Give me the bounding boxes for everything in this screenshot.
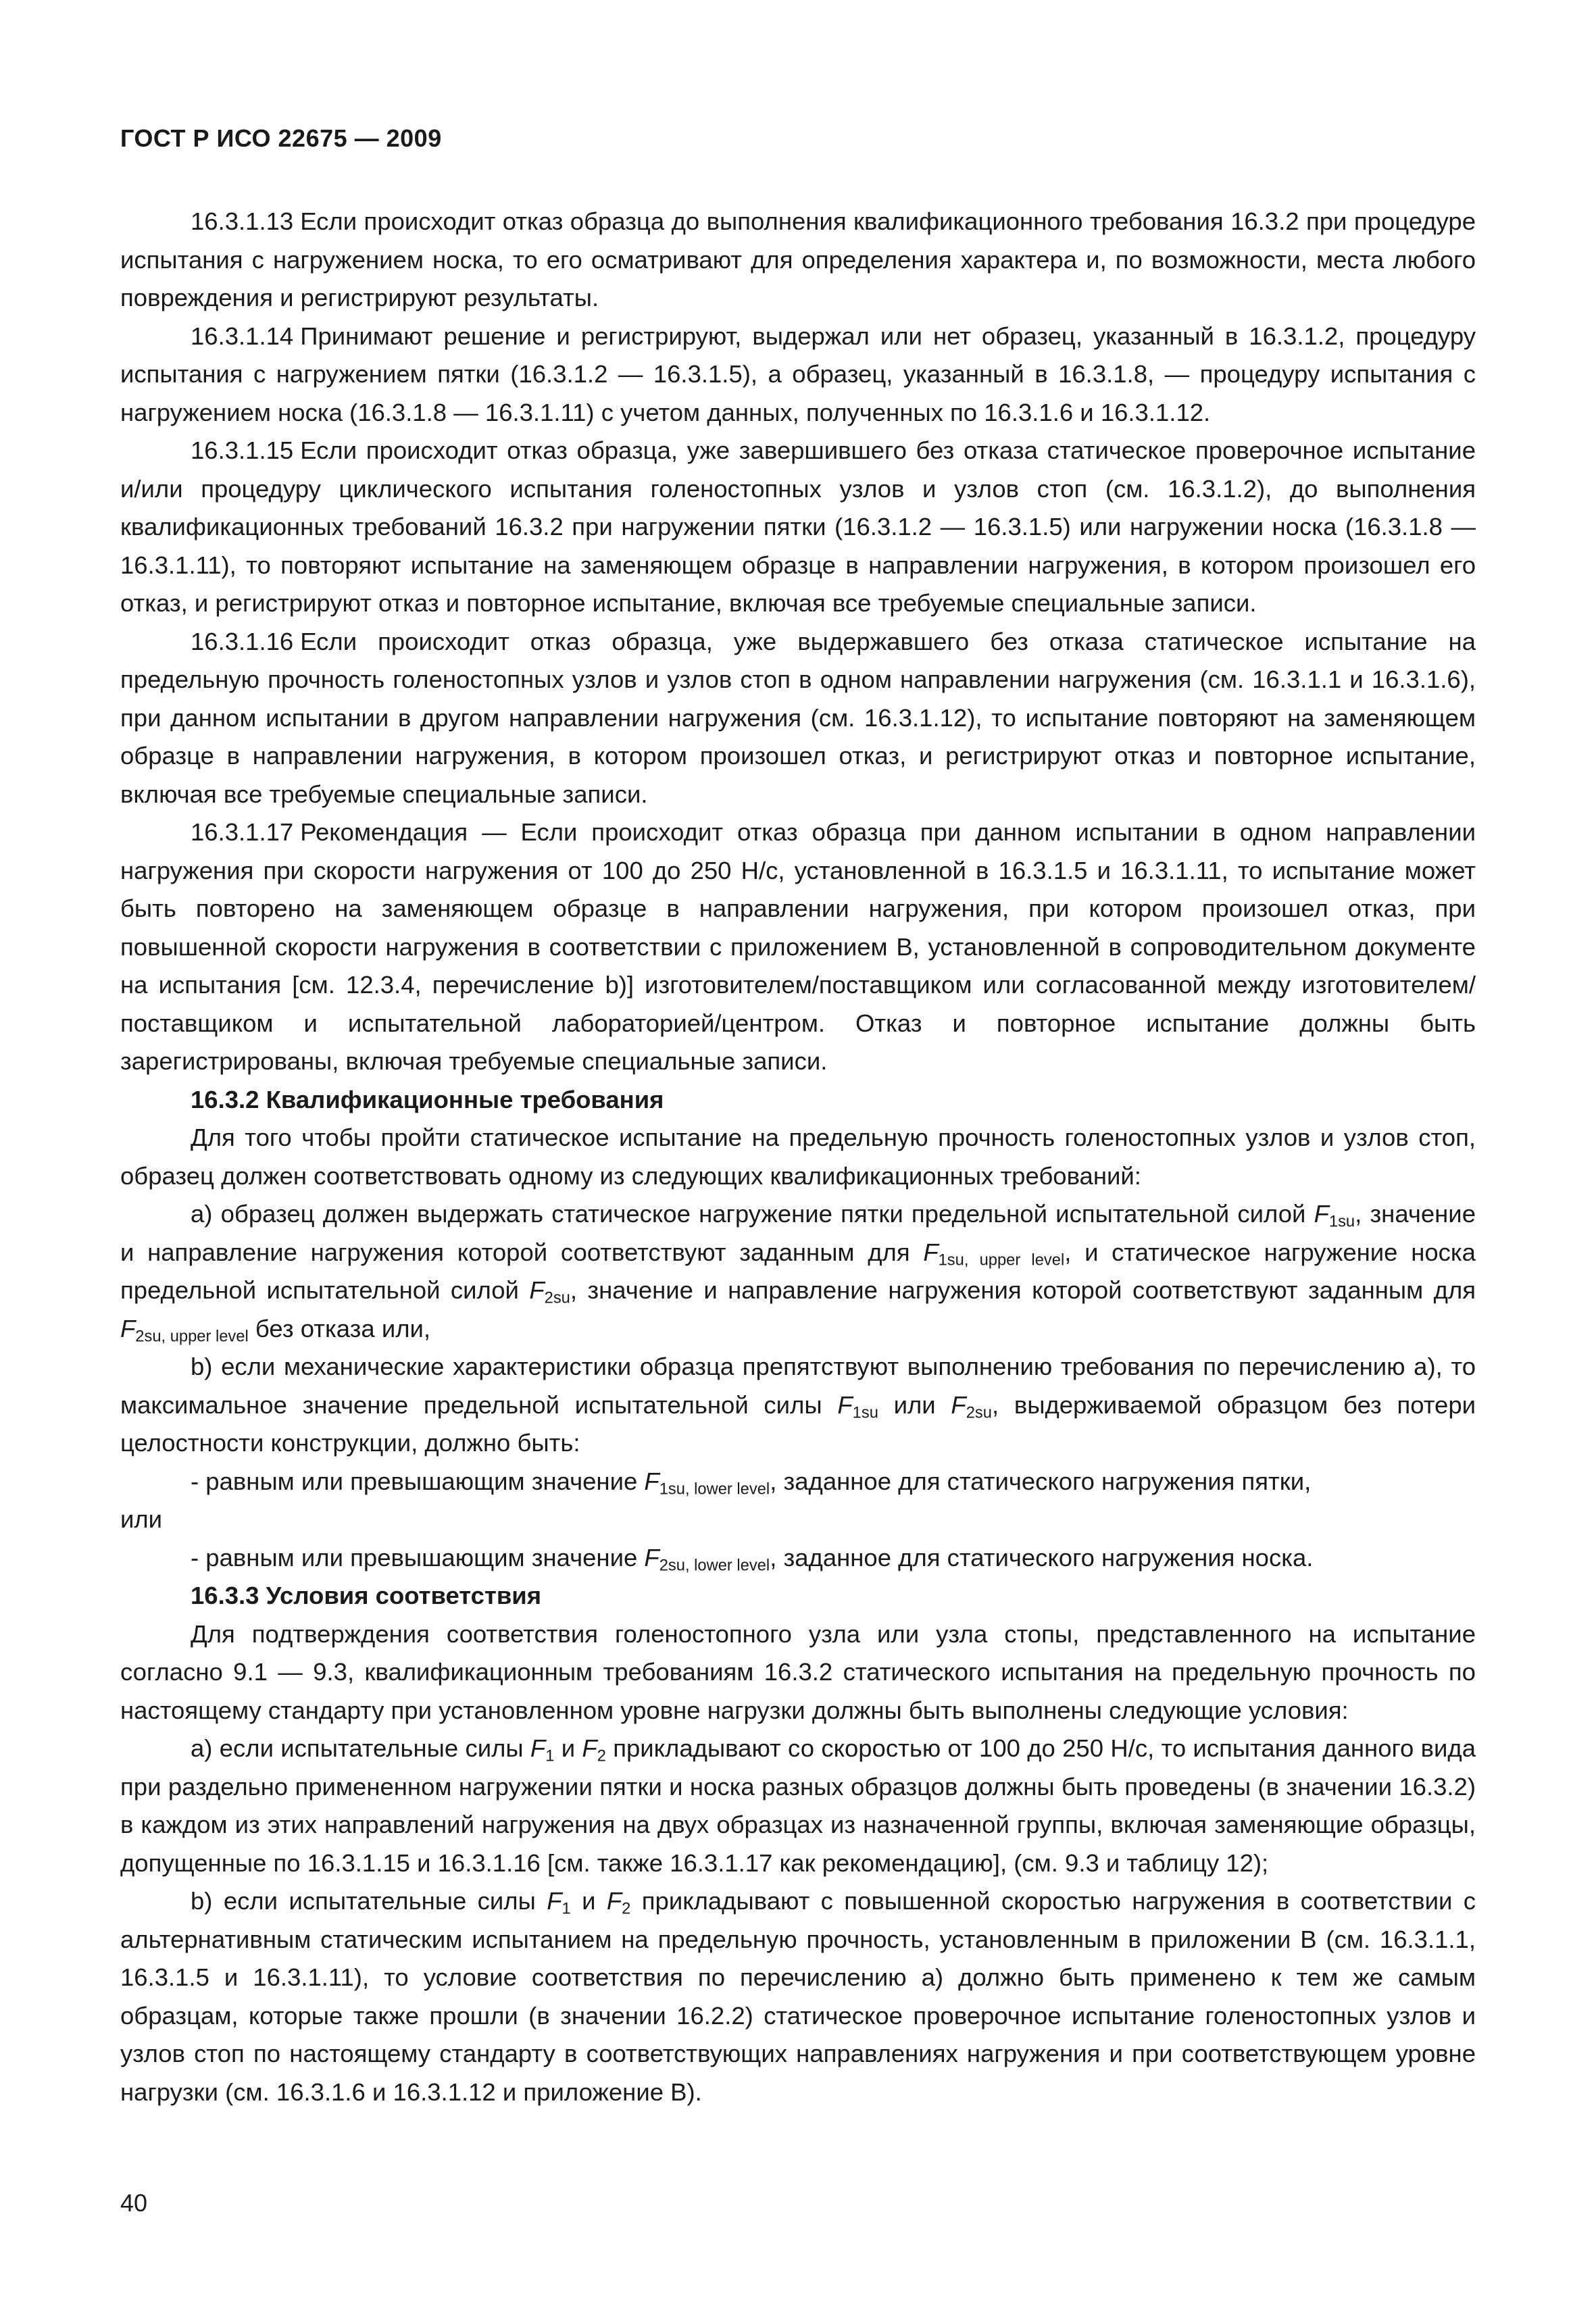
force-subscript: 2	[622, 1900, 631, 1918]
force-symbol: F	[606, 1887, 622, 1915]
force-symbol: F	[547, 1887, 562, 1915]
force-symbol: F	[644, 1467, 659, 1495]
text-run: , заданное для статического нагружения носка.	[770, 1543, 1314, 1571]
force-subscript: 2	[597, 1747, 606, 1765]
clause-text: Если происходит отказ образца, уже выдержавшего без отказа статическое испытание на предельную прочность голеностопных узлов и узлов стоп в одном направлении нагружения (см. 16.3.1.1 и 16.3.1.6), при данном испытании в другом направлении нагружения (см. 16.3.1.12), то испытание повторяют на заменяющем образце в направлении нагружения, в котором произошел отказ, и регистрируют отказ и повторное испытание, включая все требуемые специальные записи.	[120, 627, 1476, 808]
paragraph-16-3-1-15	[120, 432, 1476, 623]
paragraph-16-3-1-14	[120, 318, 1476, 432]
document-header: ГОСТ Р ИСО 22675 — 2009	[120, 124, 442, 152]
text-run: - равным или превышающим значение	[191, 1467, 645, 1495]
force-symbol: F	[644, 1543, 659, 1571]
paragraph-16-3-1-16	[120, 623, 1476, 814]
dash-item-toe	[120, 1539, 1476, 1578]
text-run: или	[878, 1390, 951, 1419]
force-subscript: 2su, lower level	[659, 1557, 770, 1575]
dash-item-heel	[120, 1463, 1476, 1501]
clause-text: Если происходит отказ образца до выполнения квалификационного требования 16.3.2 при процедуре испытания с нагружением носка, то его осматривают для определения характера и, по возможности, места любого повреждения и регистрируют результаты.	[120, 207, 1476, 311]
force-subscript: 1su, upper level	[938, 1251, 1065, 1269]
force-symbol: F	[923, 1238, 939, 1266]
force-subscript: 2su	[544, 1289, 570, 1307]
force-symbol: F	[1314, 1200, 1329, 1228]
paragraph-16-3-1-17	[120, 813, 1476, 1081]
section-heading-16-3-3: 16.3.3 Условия соответствия	[191, 1582, 542, 1609]
force-symbol: F	[530, 1734, 546, 1762]
force-symbol: F	[120, 1314, 136, 1342]
force-symbol: F	[951, 1390, 966, 1419]
paragraph-16-3-1-13	[120, 203, 1476, 318]
text-run: прикладывают с повышенной скоростью нагружения в соответствии с альтернативным статическим испытанием на предельную прочность, установленным в приложении В (см. 16.3.1.1, 16.3.1.5 и 16.3.1.11), то условие соответствия по перечислению а) должно быть применено к тем же самым образцам, которые также прошли (в значении 16.2.2) статическое проверочное испытание голеностопных узлов и узлов стоп по настоящему стандарту в соответствующих направлениях нагружения и при соответствующем уровне нагрузки (см. 16.3.1.6 и 16.3.1.12 и приложение В).	[120, 1887, 1476, 2106]
condition-item-b	[120, 1882, 1476, 2111]
force-subscript: 1su	[1328, 1213, 1355, 1231]
text-run: и	[570, 1887, 607, 1915]
text-run: - равным или превышающим значение	[191, 1543, 645, 1571]
clause-number: 16.3.1.14	[191, 322, 294, 350]
section-heading-16-3-2: 16.3.2 Квалификационные требования	[191, 1085, 664, 1113]
force-subscript: 2su, upper level	[135, 1328, 249, 1346]
clause-text: Принимают решение и регистрируют, выдержал или нет образец, указанный в 16.3.1.2, процедуру испытания с нагружением пятки (16.3.1.2 — 16.3.1.5), а образец, указанный в 16.3.1.8, — процедуру испытания с нагружением носка (16.3.1.8 — 16.3.1.11) с учетом данных, полученных по 16.3.1.6 и 16.3.1.12.	[120, 322, 1476, 426]
text-run: и	[554, 1734, 582, 1762]
section-16-3-2-intro: Для того чтобы пройти статическое испытание на предельную прочность голеностопных узлов и узлов стоп, образец должен соответствовать одному из следующих квалификационных требований:	[120, 1124, 1476, 1190]
clause-text: Рекомендация — Если происходит отказ образца при данном испытании в одном направлении нагружения при скорости нагружения от 100 до 250 Н/с, установленной в 16.3.1.5 и 16.3.1.11, то испытание может быть повторено на заменяющем образце в направлении нагружения, при котором произошел отказ, при повышенной скорости нагружения в соответствии с приложением В, установленной в сопроводительном документе на испытания [см. 12.3.4, перечисление b)] изготовителем/поставщиком или согласованной между изготовителем/поставщиком и испытательной лабораторией/центром. Отказ и повторное испытание должны быть зарегистрированы, включая требуемые специальные записи.	[120, 818, 1476, 1075]
requirement-item-b	[120, 1348, 1476, 1463]
force-subscript: 2su	[966, 1404, 992, 1422]
force-subscript: 1su, lower level	[659, 1480, 770, 1499]
or-connector: или	[120, 1505, 163, 1533]
force-subscript: 1	[562, 1900, 571, 1918]
force-symbol: F	[837, 1390, 853, 1419]
text-run: , выдерживаемой образцом без потери целостности конструкции, должно быть:	[120, 1390, 1476, 1457]
page-number: 40	[120, 2189, 148, 2217]
force-symbol: F	[582, 1734, 597, 1762]
text-run: а) образец должен выдержать статическое нагружение пятки предельной испытательной силой	[191, 1200, 1314, 1228]
text-run: прикладывают со скоростью от 100 до 250 Н/с, то испытания данного вида при раздельно примененном нагружении пятки и носка разных образцов должны быть проведены (в значении 16.3.2) в каждом из этих направлений нагружения на двух образцах из назначенной группы, включая заменяющие образцы, допущенные по 16.3.1.15 и 16.3.1.16 [см. также 16.3.1.17 как рекомендацию], (см. 9.3 и таблицу 12);	[120, 1734, 1476, 1877]
force-symbol: F	[529, 1276, 545, 1304]
clause-number: 16.3.1.16	[191, 627, 294, 655]
text-run: , значение и направление нагружения которой соответствуют заданным для	[120, 1200, 1476, 1266]
text-run: , и статическое нагружение носка предельной испытательной силой	[120, 1238, 1476, 1304]
text-run: b) если механические характеристики образца препятствуют выполнению требования по перечислению а), то максимальное значение предельной испытательной силы	[120, 1353, 1476, 1419]
force-subscript: 1	[545, 1747, 555, 1765]
requirement-item-a	[120, 1195, 1476, 1348]
force-subscript: 1su	[852, 1404, 878, 1422]
section-16-3-3-intro: Для подтверждения соответствия голеностопного узла или узла стопы, представленного на испытание согласно 9.1 — 9.3, квалификационным требованиям 16.3.2 статического испытания на предельную прочность по настоящему стандарту при установленном уровне нагрузки должны быть выполнены следующие условия:	[120, 1619, 1476, 1724]
clause-number: 16.3.1.13	[191, 207, 294, 235]
text-run: , значение и направление нагружения которой соответствуют заданным для	[570, 1276, 1476, 1304]
text-run: а) если испытательные силы	[191, 1734, 530, 1762]
text-run: без отказа или,	[248, 1314, 431, 1342]
condition-item-a	[120, 1730, 1476, 1882]
clause-text: Если происходит отказ образца, уже завершившего без отказа статическое проверочное испытание и/или процедуру циклического испытания голеностопных узлов и узлов стоп (см. 16.3.1.2), до выполнения квалификационных требований 16.3.2 при нагружении пятки (16.3.1.2 — 16.3.1.5) или нагружении носка (16.3.1.8 — 16.3.1.11), то повторяют испытание на заменяющем образце в направлении нагружения, в котором произошел его отказ, и регистрируют отказ и повторное испытание, включая все требуемые специальные записи.	[120, 436, 1476, 617]
page-body	[120, 203, 1476, 2111]
clause-number: 16.3.1.17	[191, 818, 294, 846]
text-run: , заданное для статического нагружения пятки,	[770, 1467, 1312, 1495]
clause-number: 16.3.1.15	[191, 436, 294, 464]
text-run: b) если испытательные силы	[191, 1887, 547, 1915]
